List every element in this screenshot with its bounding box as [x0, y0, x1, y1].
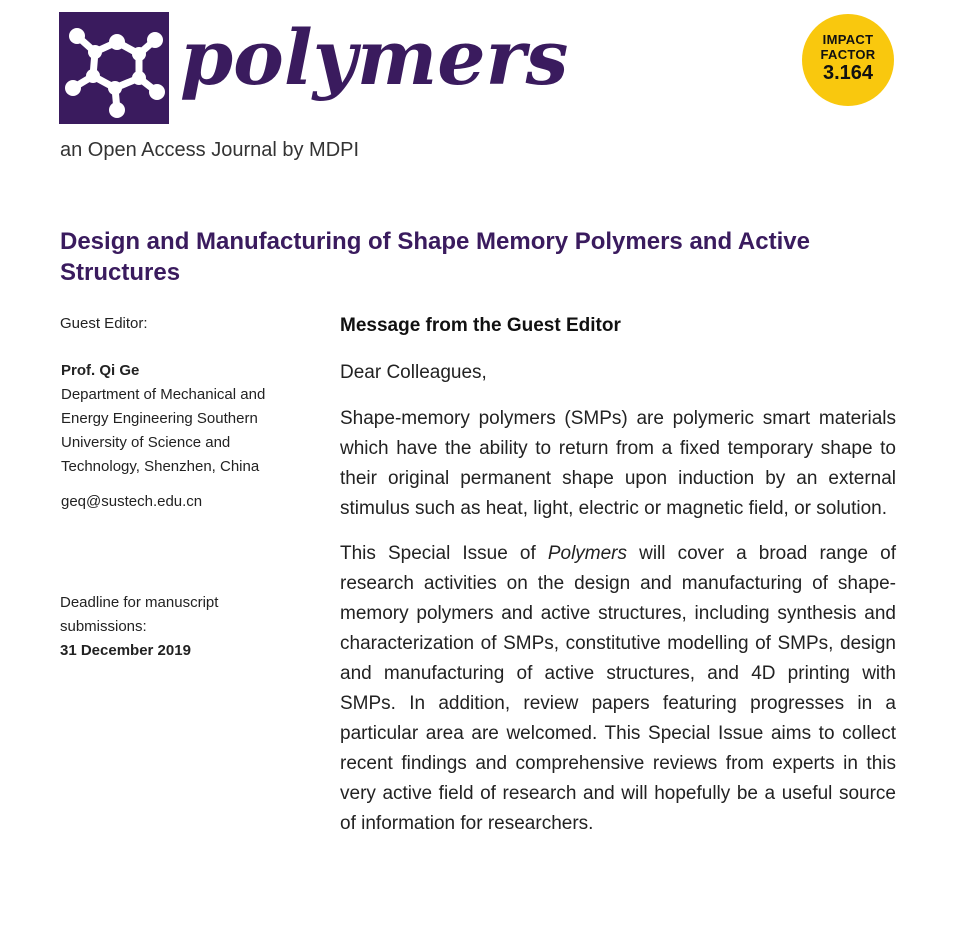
impact-factor-value: 3.164	[822, 62, 874, 84]
journal-name: polymers	[180, 13, 569, 102]
message-greeting: Dear Colleagues,	[340, 362, 487, 383]
journal-logo-icon	[59, 12, 169, 124]
journal-tagline: an Open Access Journal by MDPI	[60, 139, 360, 161]
editor-email[interactable]: geq@sustech.edu.cn	[61, 493, 203, 510]
editor-block	[61, 359, 306, 479]
paragraph-2-start: This Special Issue of	[340, 543, 548, 564]
impact-factor-label-1: IMPACT	[822, 32, 874, 47]
editor-affiliation: Department of Mechanical and Energy Engineering Southern University of Science and Technology, Shenzhen, China	[61, 386, 266, 475]
paragraph-2-rest: will cover a broad range of research activities on the design and manufacturing of shape-memory polymers and active structures, including synthesis and characterization of SMPs, constitutive modelling of SMPs, design and manufacturing of active structures, and 4D printing with SMPs. In addition, review papers featuring progresses in a particular area are welcomed. This Special Issue aims to collect recent findings and comprehensive reviews from experts in this very active field of research and will hopefully be a useful source of information for researchers.	[340, 543, 896, 834]
impact-factor-badge	[802, 14, 894, 106]
guest-editor-message	[340, 312, 896, 839]
message-paragraph-1: Shape-memory polymers (SMPs) are polymeric smart materials which have the ability to return from a fixed temporary shape to their original permanent shape upon induction by an external stimulus such as heat, light, electric or magnetic field, or solution.	[340, 408, 896, 519]
editor-name: Prof. Qi Ge	[61, 362, 140, 379]
deadline-block	[60, 591, 305, 663]
deadline-label: Deadline for manuscript submissions:	[60, 594, 219, 635]
message-paragraph-2	[340, 539, 896, 839]
message-heading: Message from the Guest Editor	[340, 315, 621, 336]
deadline-date: 31 December 2019	[60, 642, 191, 659]
paragraph-2-journal: Polymers	[547, 543, 628, 564]
impact-factor-label-2: FACTOR	[820, 47, 876, 62]
guest-editor-label: Guest Editor:	[60, 315, 148, 332]
special-issue-title: Design and Manufacturing of Shape Memory Polymers and Active Structures	[60, 228, 810, 286]
molecule-icon	[59, 12, 169, 124]
